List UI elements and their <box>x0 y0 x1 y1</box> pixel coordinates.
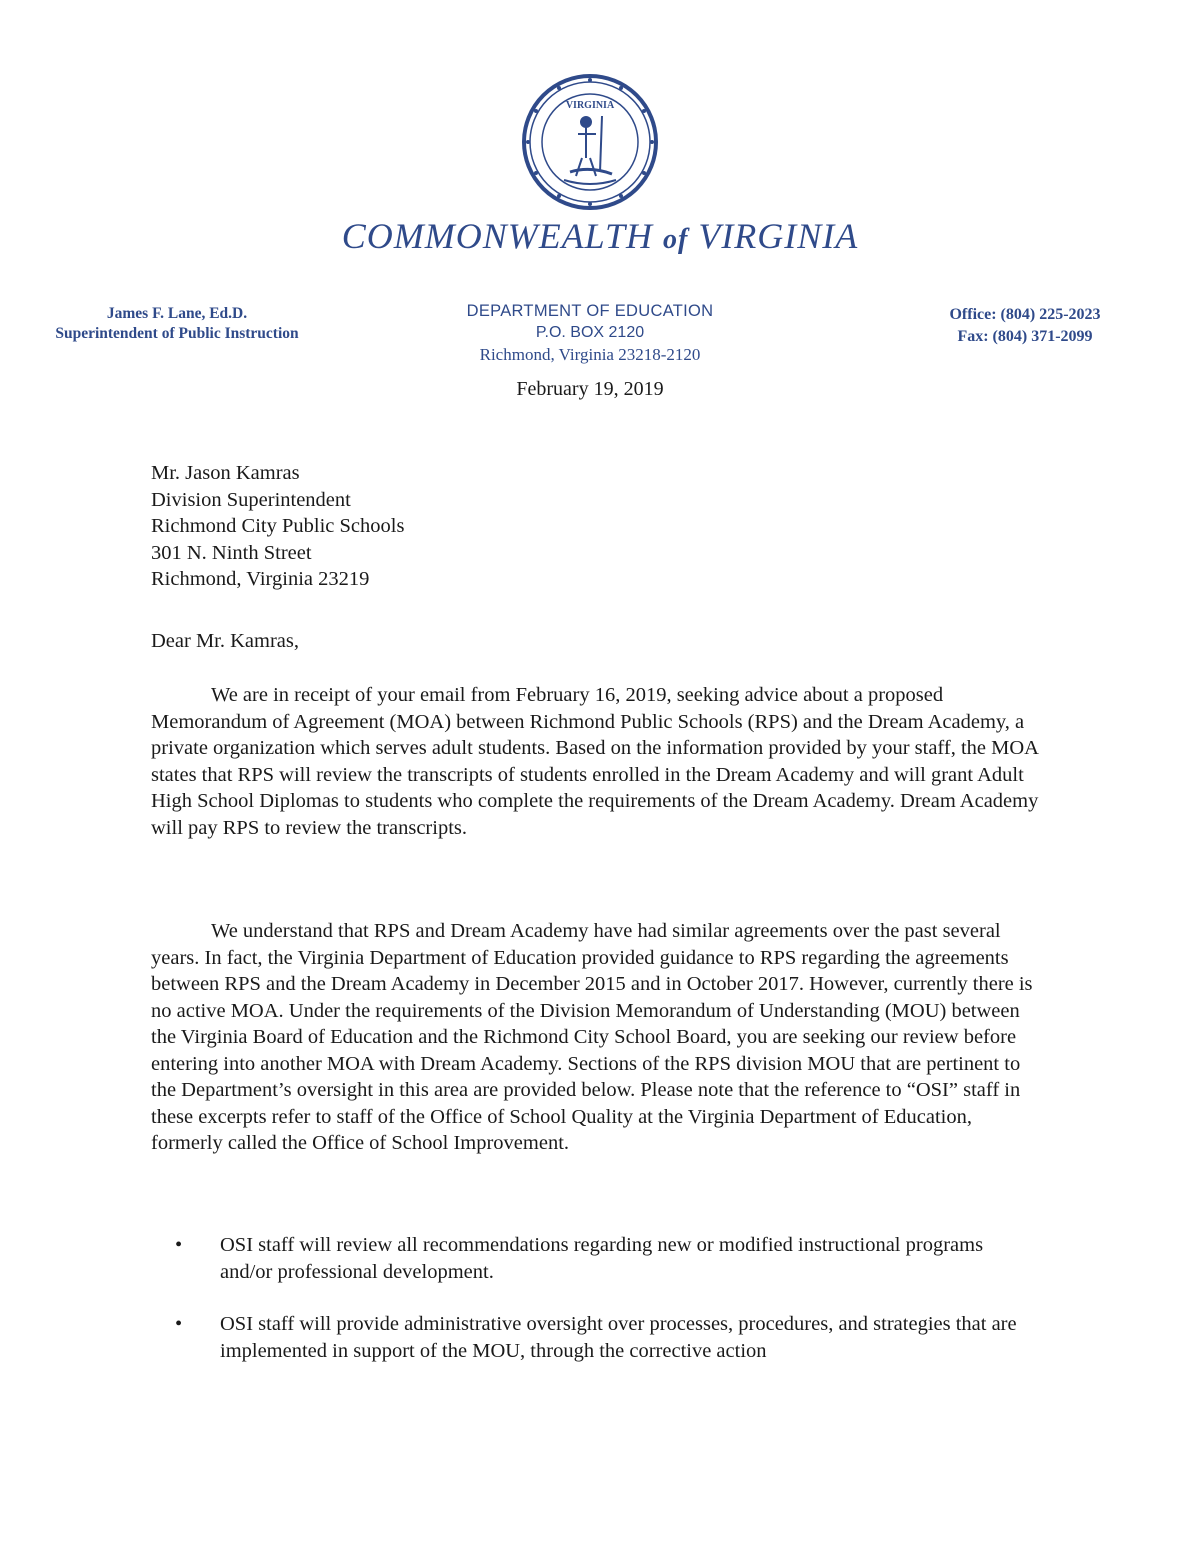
recipient-line: 301 N. Ninth Street <box>151 541 312 564</box>
title-of: of <box>663 224 689 255</box>
list-item-text: OSI staff will review all recommendations regarding new or modified instructional programs and/or professional development. <box>220 1234 984 1283</box>
salutation: Dear Mr. Kamras, <box>151 630 300 652</box>
superintendent-block <box>22 304 332 344</box>
list-item-text: OSI staff will provide administrative oversight over processes, procedures, and strategies that are implemented in support of the MOU, through the corrective action <box>220 1313 1017 1362</box>
department-block <box>380 300 800 366</box>
title-virginia: VIRGINIA <box>698 216 859 256</box>
superintendent-name: James F. Lane, Ed.D. <box>106 305 248 322</box>
bullet-icon: • <box>175 1313 183 1335</box>
virginia-seal-icon <box>520 72 660 212</box>
fax-number: Fax: (804) 371-2099 <box>957 328 1093 345</box>
list-item <box>175 1232 1035 1285</box>
recipient-line: Richmond City Public Schools <box>151 515 405 537</box>
department-city: Richmond, Virginia 23218-2120 <box>479 345 701 364</box>
letter-date: February 19, 2019 <box>516 378 664 400</box>
letterhead-title <box>0 215 1200 257</box>
paragraph-2-text: We understand that RPS and Dream Academy have had similar agreements over the past several years. In fact, the Virginia Department of Education provided guidance to RPS regarding the agreements between RPS and the Dream Academy in December 2015 and in October 2017. However, currently there is no active MOA. Under the requirements of the Division Memorandum of Understanding (MOU) between the Virginia Board of Education and the Richmond City School Board, you are seeking our review before entering into another MOA with Dream Academy. Sections of the RPS division MOU that are pertinent to the Department’s oversight in this area are provided below. Please note that the reference to “OSI” staff in these excerpts refer to staff of the Office of School Quality at the Virginia Department of Education, formerly called the Office of School Improvement. <box>151 920 1033 1154</box>
recipient-address <box>151 460 1041 593</box>
paragraph-1-text: We are in receipt of your email from February 16, 2019, seeking advice about a proposed Memorandum of Agreement (MOA) between Richmond Public Schools (RPS) and the Dream Academy, a private organization which serves adult students. Based on the information provided by your staff, the MOA states that RPS will review the transcripts of students enrolled in the Dream Academy and will grant Adult High School Diplomas to students who complete the requirements of the Dream Academy. Dream Academy will pay RPS to review the transcripts. <box>151 684 1039 839</box>
mou-excerpt-list <box>175 1232 1035 1390</box>
office-phone: Office: (804) 225-2023 <box>949 306 1101 323</box>
title-commonwealth: COMMONWEALTH <box>341 216 653 256</box>
recipient-line: Mr. Jason Kamras <box>151 462 300 484</box>
bullet-icon: • <box>175 1234 183 1256</box>
svg-text:VIRGINIA: VIRGINIA <box>565 100 615 111</box>
paragraph-2 <box>151 918 1041 1157</box>
recipient-line: Division Superintendent <box>151 488 351 511</box>
superintendent-role: Superintendent of Public Instruction <box>55 325 299 342</box>
list-item <box>175 1311 1035 1364</box>
contact-block <box>900 304 1150 348</box>
recipient-line: Richmond, Virginia 23219 <box>151 568 370 590</box>
department-name: DEPARTMENT OF EDUCATION <box>466 302 714 320</box>
department-po-box: P.O. BOX 2120 <box>535 324 645 341</box>
paragraph-1 <box>151 682 1041 841</box>
